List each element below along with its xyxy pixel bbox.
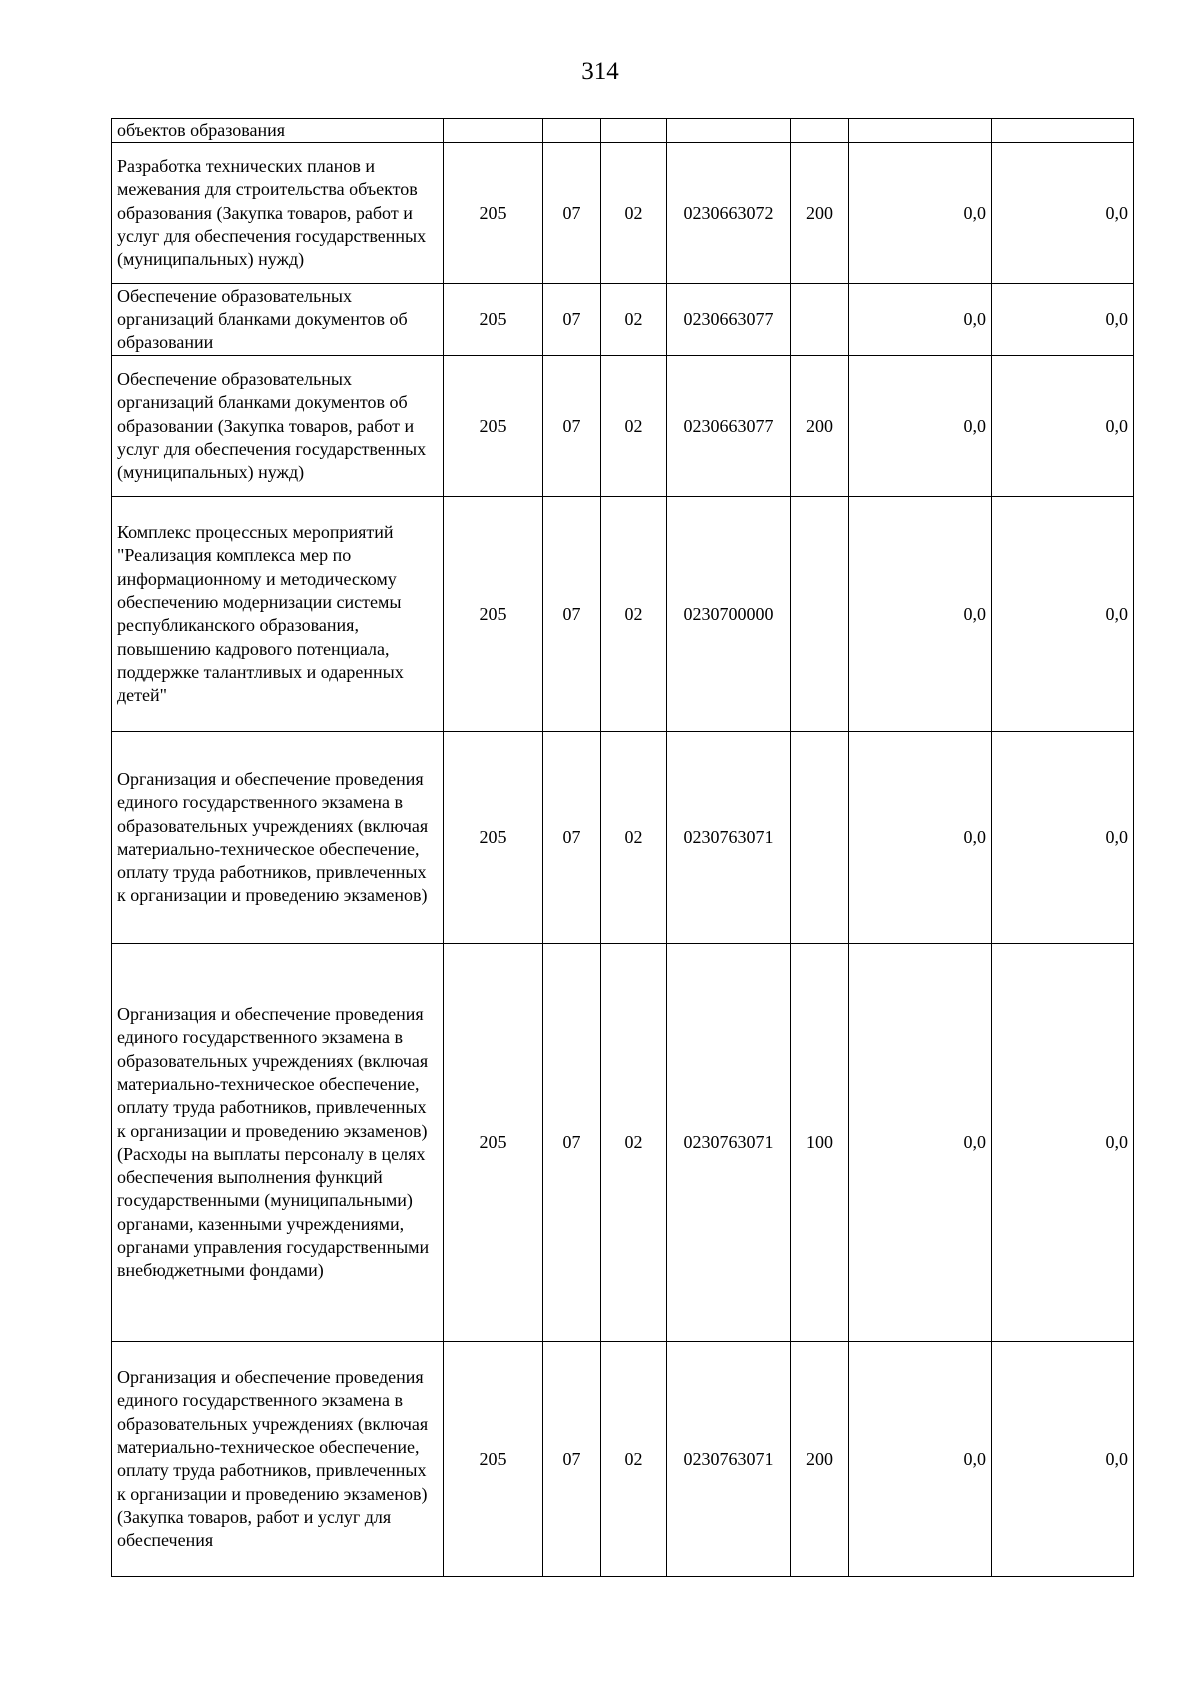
- row-amount-1: 0,0: [849, 1342, 992, 1577]
- table-row: [112, 732, 1134, 944]
- table-row: [112, 143, 1134, 284]
- budget-table: [111, 118, 1134, 1577]
- row-ministry: [444, 119, 543, 143]
- row-section: [543, 119, 601, 143]
- row-amount-1: 0,0: [849, 284, 992, 356]
- row-expense-type: 100: [791, 944, 849, 1342]
- row-name: Разработка технических планов и межевания для строительства объектов образования (Закупка товаров, работ и услуг для обеспечения государственных (муниципальных) нужд): [112, 143, 444, 284]
- row-amount-1: 0,0: [849, 356, 992, 497]
- row-ministry: 205: [444, 356, 543, 497]
- row-target-article: 0230663077: [667, 284, 791, 356]
- row-amount-2: 0,0: [992, 732, 1134, 944]
- row-amount-2: 0,0: [992, 944, 1134, 1342]
- row-section: 07: [543, 497, 601, 732]
- row-subsection: 02: [601, 732, 667, 944]
- row-expense-type: 200: [791, 1342, 849, 1577]
- row-ministry: 205: [444, 732, 543, 944]
- row-amount-2: [992, 119, 1134, 143]
- row-ministry: 205: [444, 944, 543, 1342]
- row-section: 07: [543, 732, 601, 944]
- row-amount-2: 0,0: [992, 497, 1134, 732]
- table-row: [112, 497, 1134, 732]
- page-number: 314: [581, 58, 619, 85]
- table-row: [112, 119, 1134, 143]
- row-amount-1: 0,0: [849, 143, 992, 284]
- row-expense-type: 200: [791, 356, 849, 497]
- table-body: [112, 119, 1134, 1577]
- row-amount-2: 0,0: [992, 284, 1134, 356]
- row-name: Обеспечение образовательных организаций бланками документов об образовании: [112, 284, 444, 356]
- row-amount-1: 0,0: [849, 497, 992, 732]
- row-target-article: 0230763071: [667, 944, 791, 1342]
- row-expense-type: [791, 497, 849, 732]
- row-ministry: 205: [444, 497, 543, 732]
- row-ministry: 205: [444, 143, 543, 284]
- row-section: 07: [543, 944, 601, 1342]
- row-section: 07: [543, 143, 601, 284]
- row-target-article: 0230763071: [667, 732, 791, 944]
- row-section: 07: [543, 356, 601, 497]
- row-expense-type: [791, 732, 849, 944]
- row-subsection: 02: [601, 143, 667, 284]
- row-ministry: 205: [444, 284, 543, 356]
- row-name: Организация и обеспечение проведения единого государственного экзамена в образовательных учреждениях (включая материально-техническое обеспечение, оплату труда работников, привлеченных к организации и проведению экзаменов): [112, 732, 444, 944]
- row-expense-type: [791, 284, 849, 356]
- row-amount-2: 0,0: [992, 143, 1134, 284]
- row-target-article: [667, 119, 791, 143]
- row-subsection: 02: [601, 356, 667, 497]
- row-subsection: 02: [601, 284, 667, 356]
- table-row: [112, 284, 1134, 356]
- row-amount-2: 0,0: [992, 1342, 1134, 1577]
- row-subsection: [601, 119, 667, 143]
- table-row: [112, 944, 1134, 1342]
- row-target-article: 0230663072: [667, 143, 791, 284]
- row-expense-type: 200: [791, 143, 849, 284]
- row-name: Организация и обеспечение проведения единого государственного экзамена в образовательных учреждениях (включая материально-техническое обеспечение, оплату труда работников, привлеченных к организации и проведению экзаменов) (Закупка товаров, работ и услуг для обеспечения: [112, 1342, 444, 1577]
- row-amount-1: [849, 119, 992, 143]
- row-expense-type: [791, 119, 849, 143]
- table-row: [112, 356, 1134, 497]
- row-amount-2: 0,0: [992, 356, 1134, 497]
- row-subsection: 02: [601, 497, 667, 732]
- row-target-article: 0230700000: [667, 497, 791, 732]
- row-amount-1: 0,0: [849, 732, 992, 944]
- row-section: 07: [543, 1342, 601, 1577]
- row-target-article: 0230663077: [667, 356, 791, 497]
- row-name: объектов образования: [112, 119, 444, 143]
- row-subsection: 02: [601, 1342, 667, 1577]
- row-amount-1: 0,0: [849, 944, 992, 1342]
- table-row: [112, 1342, 1134, 1577]
- row-name: Комплекс процессных мероприятий "Реализация комплекса мер по информационному и методическому обеспечению модернизации системы республиканского образования, повышению кадрового потенциала, поддержке талантливых и одаренных детей": [112, 497, 444, 732]
- row-target-article: 0230763071: [667, 1342, 791, 1577]
- row-name: Обеспечение образовательных организаций бланками документов об образовании (Закупка товаров, работ и услуг для обеспечения государственных (муниципальных) нужд): [112, 356, 444, 497]
- row-section: 07: [543, 284, 601, 356]
- row-subsection: 02: [601, 944, 667, 1342]
- row-ministry: 205: [444, 1342, 543, 1577]
- row-name: Организация и обеспечение проведения единого государственного экзамена в образовательных учреждениях (включая материально-техническое обеспечение, оплату труда работников, привлеченных к организации и проведению экзаменов) (Расходы на выплаты персоналу в целях обеспечения выполнения функций государственными (муниципальными) органами, казенными учреждениями, органами управления государственными внебюджетными фондами): [112, 944, 444, 1342]
